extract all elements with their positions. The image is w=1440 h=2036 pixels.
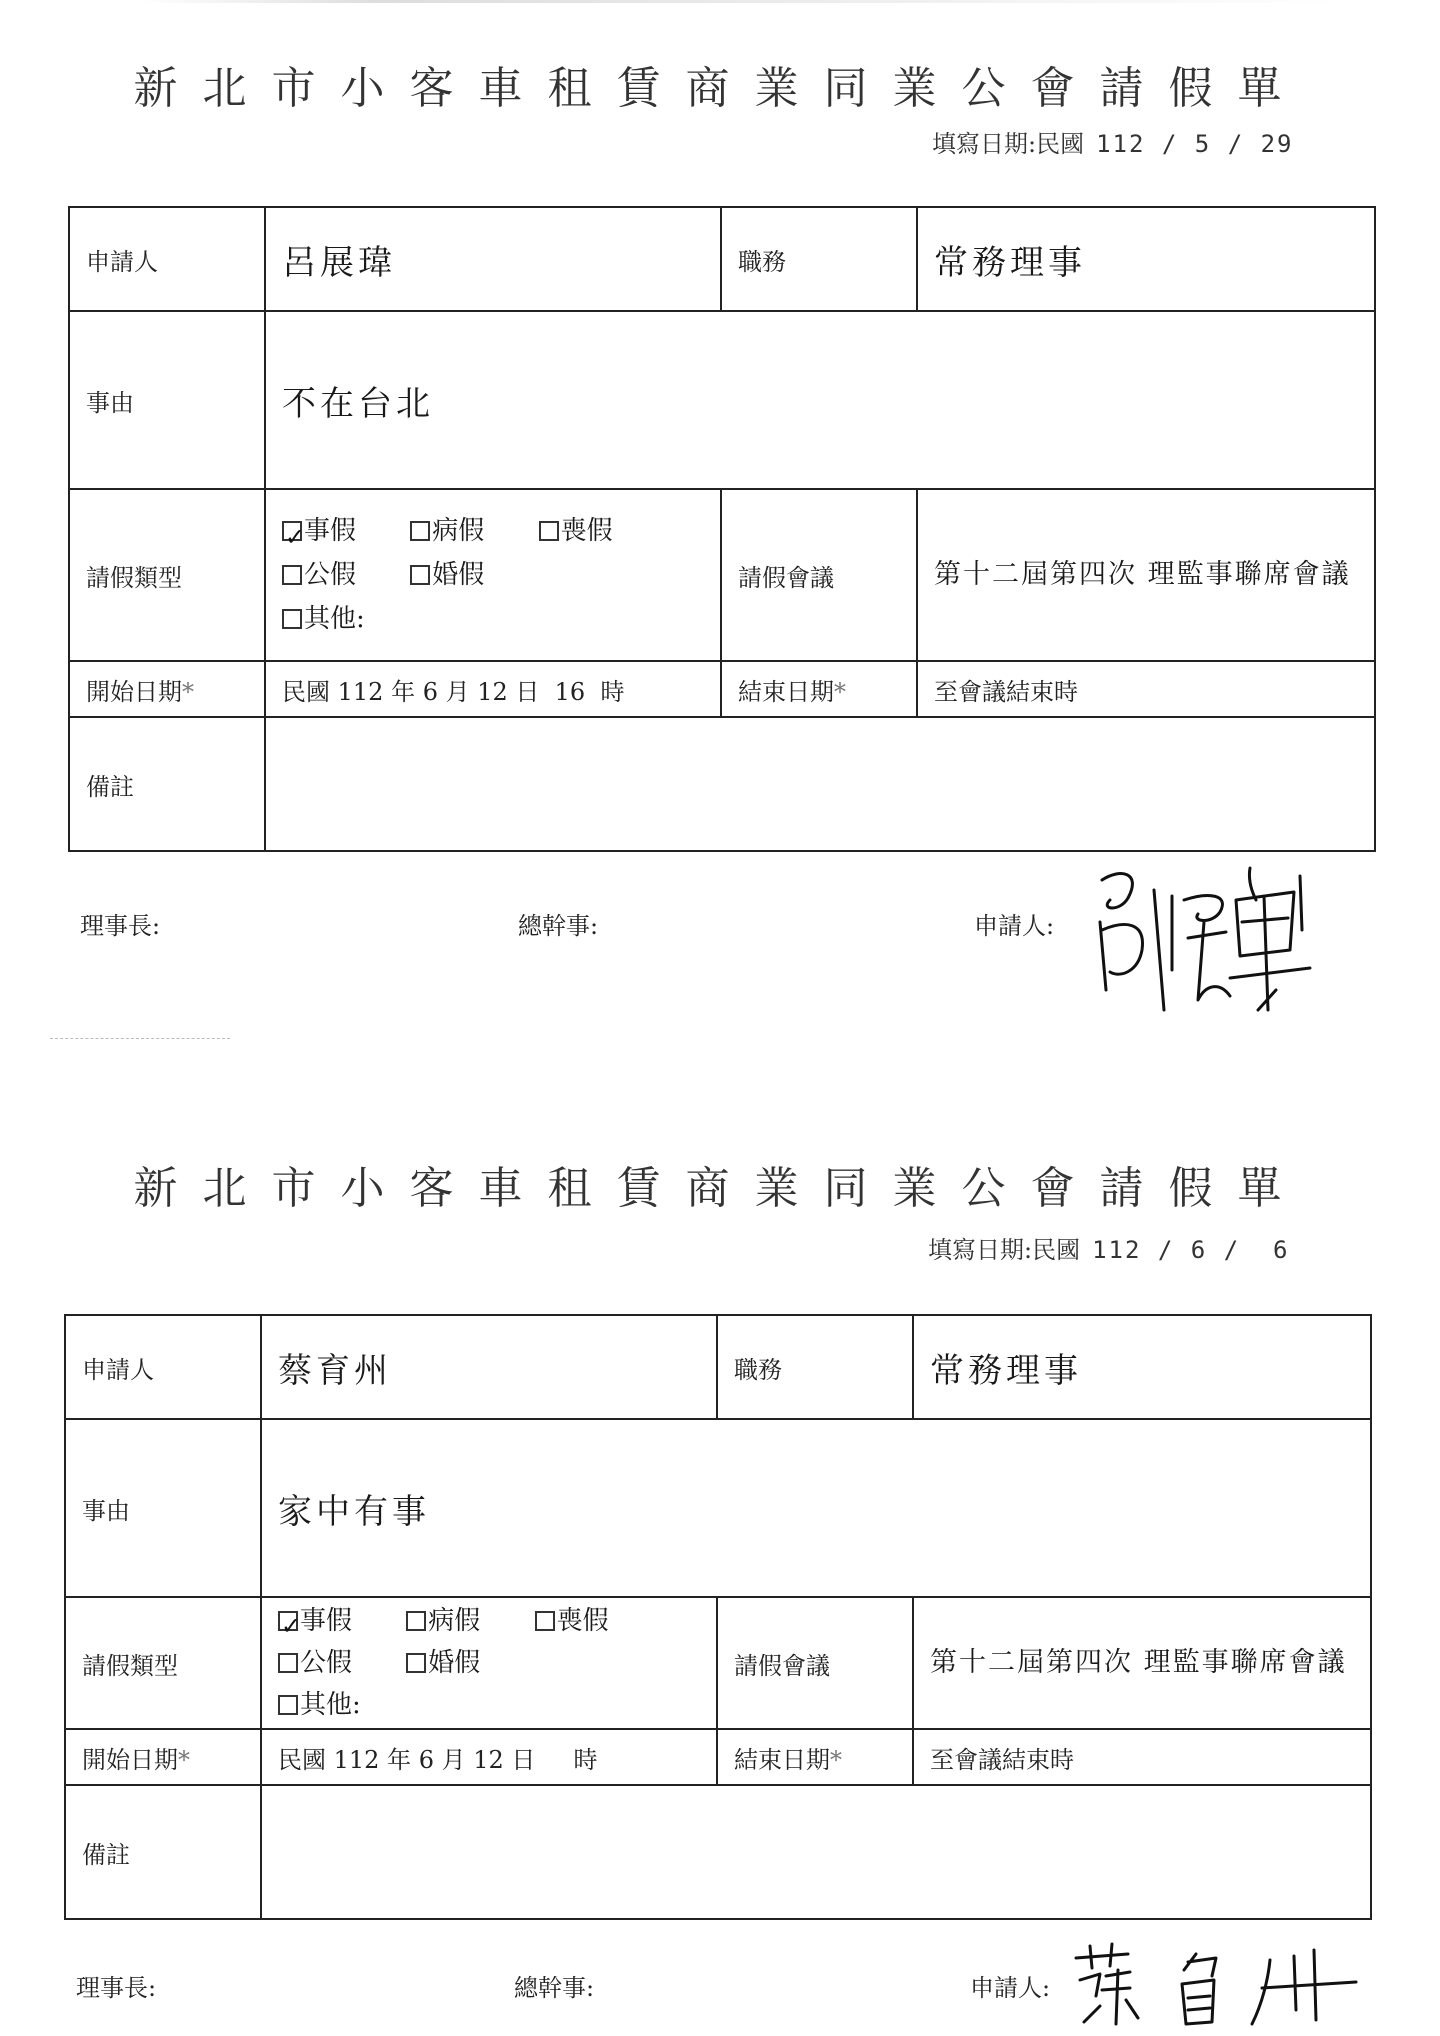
checkbox-empty-icon — [539, 521, 559, 541]
applicant-sign-label: 申請人: — [974, 912, 1055, 940]
checkbox-empty-icon — [406, 1653, 426, 1673]
start-date-value: 民國 112 年 6 月 12 日 16 時 — [265, 661, 721, 717]
leave-type-options — [261, 1597, 717, 1729]
leave-table — [64, 1314, 1372, 1920]
required-marker: * — [182, 677, 194, 706]
applicant-sign-label: 申請人: — [970, 1974, 1051, 2002]
applicant-name: 呂展瑋 — [265, 207, 721, 311]
checkbox-marriage-leave[interactable]: 婚假 — [406, 1642, 480, 1684]
checkbox-official-leave[interactable]: 公假 — [278, 1642, 352, 1684]
position-value: 常務理事 — [913, 1315, 1371, 1419]
secretary-label: 總幹事: — [518, 912, 599, 940]
fill-date-label: 填寫日期:民國 — [932, 130, 1085, 158]
checkbox-other-leave[interactable]: 其他: — [282, 597, 365, 641]
start-date-label: 開始日期* — [65, 1729, 261, 1785]
secretary-label: 總幹事: — [514, 1974, 595, 2002]
form-title: 新北市小客車租賃商業同業公會請假單 — [133, 1163, 1307, 1214]
fill-date-value: 112 / 5 / 29 — [1096, 130, 1294, 158]
checkbox-checked-icon — [278, 1611, 298, 1631]
checkbox-empty-icon — [282, 609, 302, 629]
checkbox-empty-icon — [410, 565, 430, 585]
position-value: 常務理事 — [917, 207, 1375, 311]
notes-label: 備註 — [69, 717, 265, 851]
notes-value — [265, 717, 1375, 851]
checkbox-bereavement-leave[interactable]: 喪假 — [539, 509, 613, 553]
position-label: 職務 — [717, 1315, 913, 1419]
leave-type-label: 請假類型 — [69, 489, 265, 661]
required-marker: * — [178, 1745, 190, 1774]
fill-date — [928, 1230, 1289, 1265]
leave-meeting-label: 請假會議 — [717, 1597, 913, 1729]
checkbox-sick-leave[interactable]: 病假 — [406, 1600, 480, 1642]
required-marker: * — [830, 1745, 842, 1774]
reason-value: 家中有事 — [261, 1419, 1371, 1597]
checkbox-empty-icon — [278, 1653, 298, 1673]
checkbox-empty-icon — [410, 521, 430, 541]
end-date-label: 結束日期* — [721, 661, 917, 717]
checkbox-empty-icon — [278, 1695, 298, 1715]
applicant-label: 申請人 — [69, 207, 265, 311]
fill-date-value: 112 / 6 / 6 — [1092, 1236, 1290, 1264]
notes-label: 備註 — [65, 1785, 261, 1919]
leave-form-2 — [0, 1100, 1440, 2036]
checkbox-personal-leave[interactable]: ✓事假 — [278, 1600, 352, 1642]
applicant-label: 申請人 — [65, 1315, 261, 1419]
fill-date-label: 填寫日期:民國 — [928, 1236, 1081, 1264]
checkbox-other-leave[interactable]: 其他: — [278, 1684, 361, 1726]
leave-type-label: 請假類型 — [65, 1597, 261, 1729]
chairman-label: 理事長: — [80, 912, 161, 940]
checkbox-empty-icon — [282, 565, 302, 585]
checkbox-empty-icon — [535, 1611, 555, 1631]
leave-table — [68, 206, 1376, 852]
end-date-value: 至會議結束時 — [917, 661, 1375, 717]
reason-value: 不在台北 — [265, 311, 1375, 489]
form-title: 新北市小客車租賃商業同業公會請假單 — [133, 63, 1307, 114]
checkbox-official-leave[interactable]: 公假 — [282, 553, 356, 597]
start-date-label: 開始日期* — [69, 661, 265, 717]
checkbox-personal-leave[interactable]: ✓事假 — [282, 509, 356, 553]
chairman-label: 理事長: — [76, 1974, 157, 2002]
fill-date — [932, 124, 1293, 159]
checkbox-marriage-leave[interactable]: 婚假 — [410, 553, 484, 597]
leave-meeting-value: 第十二屆第四次 理監事聯席會議 — [913, 1597, 1371, 1729]
reason-label: 事由 — [69, 311, 265, 489]
reason-label: 事由 — [65, 1419, 261, 1597]
checkbox-bereavement-leave[interactable]: 喪假 — [535, 1600, 609, 1642]
leave-meeting-label: 請假會議 — [721, 489, 917, 661]
end-date-label: 結束日期* — [717, 1729, 913, 1785]
leave-meeting-value: 第十二屆第四次 理監事聯席會議 — [917, 489, 1375, 661]
checkbox-empty-icon — [406, 1611, 426, 1631]
leave-type-options — [265, 489, 721, 661]
page-divider — [50, 1038, 230, 1039]
checkbox-sick-leave[interactable]: 病假 — [410, 509, 484, 553]
end-date-value: 至會議結束時 — [913, 1729, 1371, 1785]
start-date-value: 民國 112 年 6 月 12 日 時 — [261, 1729, 717, 1785]
handwritten-signature — [1066, 1940, 1366, 2030]
checkbox-checked-icon — [282, 521, 302, 541]
required-marker: * — [834, 677, 846, 706]
handwritten-signature — [1080, 860, 1340, 1030]
notes-value — [261, 1785, 1371, 1919]
applicant-name: 蔡育州 — [261, 1315, 717, 1419]
position-label: 職務 — [721, 207, 917, 311]
